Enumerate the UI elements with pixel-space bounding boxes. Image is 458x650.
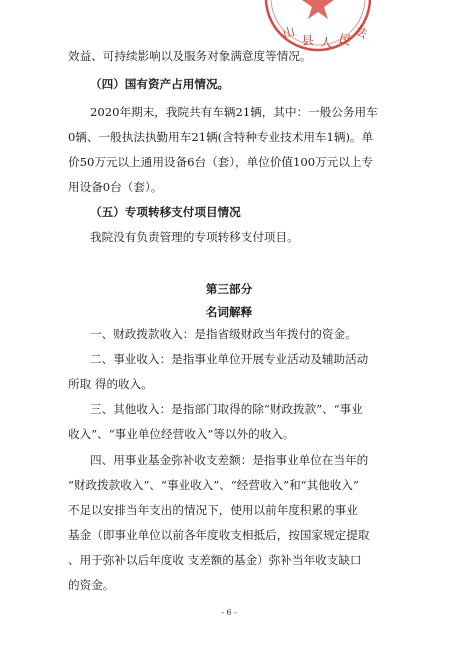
page-number: - 6 - <box>221 608 237 617</box>
section-heading-assets: （四）国有资产占用情况。 <box>90 77 230 91</box>
seal-char-5: 法 <box>352 23 370 42</box>
body-line: 所取 得的收入。 <box>68 377 153 391</box>
body-line: 不足以安排当年支出的情况下，使用以前年度积累的事业 <box>68 503 358 517</box>
seal-char-1: 山 <box>281 24 297 41</box>
body-line: 的资金。 <box>68 578 115 592</box>
glossary-item-1: 一、财政拨款收入：是指省级财政当年拨付的资金。 <box>90 327 357 341</box>
glossary-item-3: 三、其他收入：是指部门取得的除“财政拨款”、“事业 <box>90 402 363 416</box>
seal-char-3: 人 <box>319 35 333 51</box>
seal-char-2: 县 <box>301 32 315 48</box>
body-line-continuation: 效益、可持续影响以及服务对象满意度等情况。 <box>68 49 312 63</box>
body-line: 0辆、一般执法执勤用车21辆(含特种专业技术用车1辆)。单 <box>68 130 374 144</box>
body-line: 我院没有负责管理的专项转移支付项目。 <box>90 230 299 244</box>
section-title-glossary: 名词解释 <box>205 305 253 319</box>
glossary-item-4: 四、用事业基金弥补收支差额：是指事业单位在当年的 <box>90 453 369 467</box>
body-line: “财政拨款收入”、“事业收入”、“经营收入”和“其他收入” <box>68 478 359 492</box>
section-heading-transfer-payments: （五）专项转移支付项目情况 <box>90 205 241 219</box>
glossary-item-2: 二、事业收入：是指事业单位开展专业活动及辅助活动 <box>90 352 369 366</box>
body-line: 收入”、“事业单位经营收入”等以外的收入。 <box>68 427 295 441</box>
part-title: 第三部分 <box>205 282 253 296</box>
seal-char-4: 民 <box>337 31 353 49</box>
body-line: 2020年期末，我院共有车辆21辆，其中：一般公务用车 <box>90 105 378 119</box>
body-line: 用设备0台（套）。 <box>68 180 163 194</box>
body-line: 基金（即事业单位以前各年度收支相抵后，按国家规定提取 <box>68 528 370 542</box>
body-line: 价50万元以上通用设备6台（套），单位价值100万元以上专 <box>68 155 374 169</box>
body-line: 、用于弥补以后年度收 支差额的基金）弥补当年收支缺口 <box>68 553 362 567</box>
court-seal <box>262 0 374 54</box>
